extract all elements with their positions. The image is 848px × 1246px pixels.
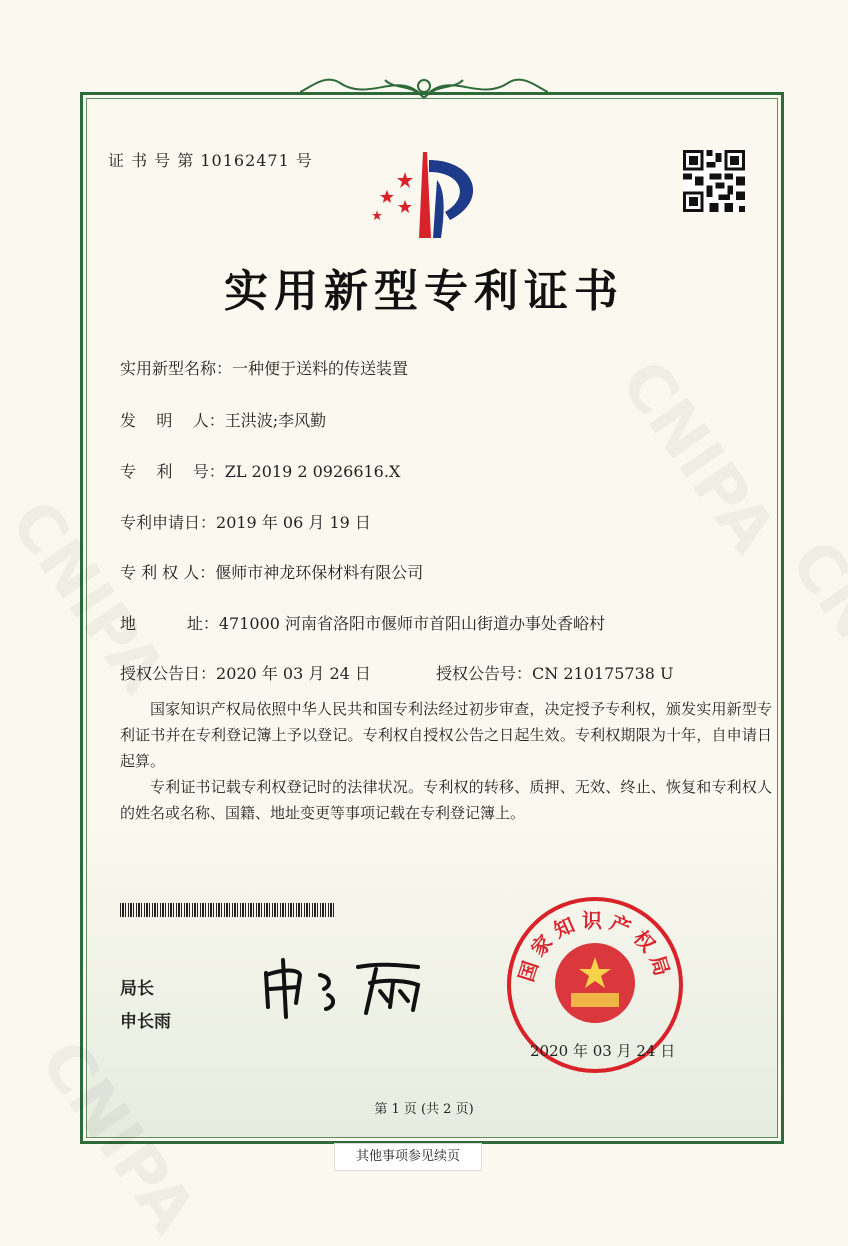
- field-label: 发 明 人：: [120, 411, 225, 430]
- field-value: 偃师市神龙环保材料有限公司: [215, 563, 424, 582]
- field-value: 2019 年 06 月 19 日: [216, 513, 371, 532]
- field-inventor: [120, 408, 326, 431]
- certificate-statement: [120, 696, 772, 826]
- field-label: 实用新型名称：: [120, 359, 233, 378]
- seal-date: 2020 年 03 月 24 日: [530, 1042, 676, 1060]
- continuation-note: 其他事项参见续页: [334, 1143, 482, 1171]
- field-value: 一种便于送料的传送装置: [232, 359, 409, 378]
- field-value: ZL 2019 2 0926616.X: [224, 462, 401, 481]
- ornament-icon: [300, 68, 548, 108]
- field-value: 王洪波;李风勤: [224, 411, 327, 430]
- field-address: [120, 611, 605, 634]
- watermark: [776, 528, 848, 746]
- field-announcement-number: [436, 661, 674, 684]
- qr-code-icon: [683, 150, 745, 212]
- statement-paragraph: 专利证书记载专利权登记时的法律状况。专利权的转移、质押、无效、终止、恢复和专利权人的姓名或名称、国籍、地址变更等事项记载在专利登记簿上。: [120, 778, 772, 822]
- cnipa-logo-icon: [365, 150, 490, 240]
- field-value: 2020 年 03 月 24 日: [216, 664, 371, 683]
- field-label: 授权公告日：: [120, 664, 217, 683]
- certificate-number: 证 书 号 第 10162471 号: [108, 151, 313, 170]
- field-grant-date: [120, 661, 371, 684]
- field-label: 地 址：: [120, 614, 219, 633]
- field-utility-model-name: [120, 356, 408, 379]
- field-application-date: [120, 510, 371, 533]
- field-value: 471000 河南省洛阳市偃师市首阳山街道办事处香峪村: [218, 614, 606, 633]
- field-label: 专 利 权 人：: [120, 563, 216, 582]
- field-label: 授权公告号：: [436, 664, 533, 683]
- field-value: CN 210175738 U: [532, 664, 674, 683]
- page-number: 第 1 页 (共 2 页): [374, 1102, 474, 1117]
- signatory-name: 申长雨: [120, 1012, 171, 1032]
- certificate-title: 实用新型专利证书: [224, 266, 624, 317]
- signature-image: [258, 955, 438, 1020]
- seal-text: 国家知识产权局: [513, 908, 677, 985]
- signatory-role: 局长: [120, 979, 154, 999]
- statement-paragraph: 国家知识产权局依照中华人民共和国专利法经过初步审查，决定授予专利权，颁发实用新型专利证书并在专利登记簿上予以登记。专利权自授权公告之日起生效。专利权期限为十年，自申请日起算。: [120, 700, 772, 770]
- field-patent-number: [120, 459, 400, 482]
- barcode: [120, 903, 336, 917]
- field-label: 专 利 号：: [120, 462, 225, 481]
- field-label: 专利申请日：: [120, 513, 217, 532]
- field-patentee: [120, 560, 423, 583]
